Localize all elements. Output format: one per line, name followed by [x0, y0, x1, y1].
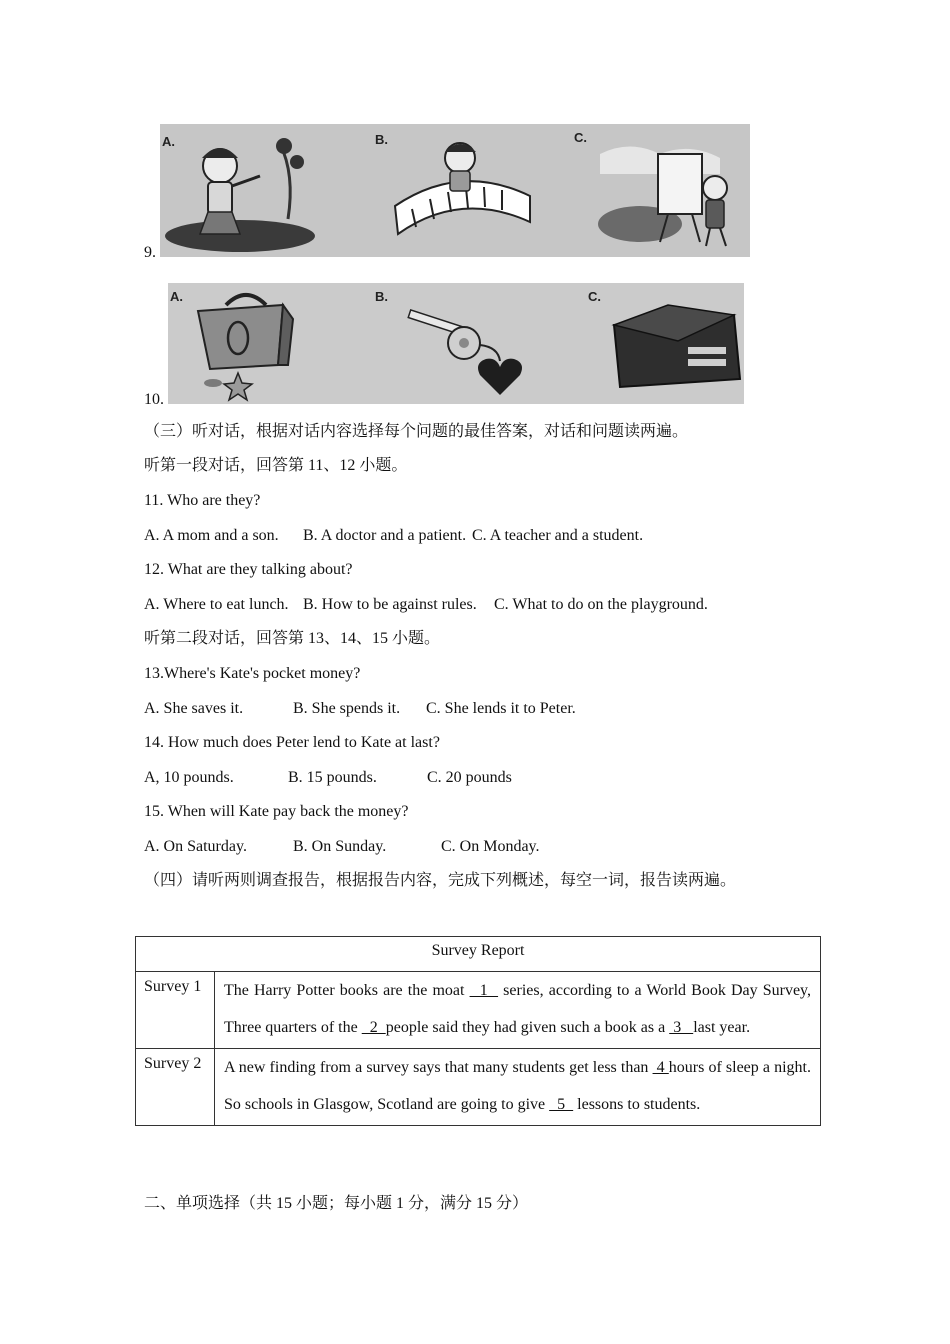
- question-10-pictures: [168, 283, 744, 404]
- question-10-number: 10.: [144, 391, 164, 408]
- question-14-option-b: B. 15 pounds.: [288, 769, 377, 786]
- question-14-option-c: C. 20 pounds: [427, 769, 512, 786]
- question-13-option-a: A. She saves it.: [144, 700, 244, 717]
- blank-2[interactable]: 2: [361, 1019, 386, 1036]
- question-13-text: 13.Where's Kate's pocket money?: [144, 665, 361, 682]
- survey-1-label: Survey 1: [136, 972, 215, 1049]
- survey-1-text-part: last year.: [693, 1019, 751, 1036]
- question-9-option-c-letter: C.: [574, 130, 587, 145]
- question-11-option-a: A. A mom and a son.: [144, 527, 279, 544]
- question-11-option-b: B. A doctor and a patient.: [303, 527, 467, 544]
- survey-2-text-part: A new finding from a survey says that many students get less than: [224, 1059, 653, 1076]
- question-10-option-a-letter: A.: [170, 289, 183, 304]
- question-14-text: 14. How much does Peter lend to Kate at last?: [144, 734, 440, 751]
- question-12-option-c: C. What to do on the playground.: [494, 596, 708, 613]
- blank-1[interactable]: 1: [469, 982, 499, 999]
- blank-3[interactable]: 3: [669, 1019, 694, 1036]
- question-15-option-c: C. On Monday.: [441, 838, 540, 855]
- survey-1-text-part: series, according to a World Book Day Survey, Three quarters of the: [224, 982, 812, 1036]
- question-9-option-a-letter: A.: [162, 134, 175, 149]
- question-11-option-c: C. A teacher and a student.: [472, 527, 644, 544]
- blank-4[interactable]: 4: [652, 1059, 669, 1076]
- question-9-number: 9.: [144, 244, 156, 261]
- survey-2-text-part: hours of sleep a night. So schools in Glasgow, Scotland are going to give: [224, 1059, 811, 1113]
- question-12-option-a: A. Where to eat lunch.: [144, 596, 289, 613]
- question-12-text: 12. What are they talking about?: [144, 561, 353, 578]
- dialogue-1-intro: 听第一段对话，回答第 11、12 小题。: [144, 457, 408, 474]
- question-15-option-b: B. On Sunday.: [293, 838, 387, 855]
- section-4-heading: （四）请听两则调查报告，根据报告内容，完成下列概述，每空一词，报告读两遍。: [144, 872, 737, 889]
- question-15-text: 15. When will Kate pay back the money?: [144, 803, 409, 820]
- survey-report-table: [135, 936, 821, 1126]
- question-13-option-c: C. She lends it to Peter.: [426, 700, 576, 717]
- question-10-option-b-letter: B.: [375, 289, 388, 304]
- question-9-option-b-letter: B.: [375, 132, 388, 147]
- part-2-heading: 二、单项选择（共 15 小题；每小题 1 分，满分 15 分）: [144, 1195, 529, 1212]
- section-3-heading: （三）听对话，根据对话内容选择每个问题的最佳答案，对话和问题读两遍。: [144, 423, 689, 440]
- wallet-icon: [614, 305, 740, 387]
- question-12-option-b: B. How to be against rules.: [303, 596, 477, 613]
- question-14-option-a: A, 10 pounds.: [144, 769, 234, 786]
- blank-5[interactable]: 5: [549, 1096, 574, 1113]
- question-15-option-a: A. On Saturday.: [144, 838, 247, 855]
- survey-1-text: [215, 972, 821, 1049]
- survey-2-label: Survey 2: [136, 1049, 215, 1126]
- survey-1-text-part: The Harry Potter books are the moat: [224, 982, 470, 999]
- survey-1-text-part: people said they had given such a book as a: [385, 1019, 670, 1036]
- dialogue-2-intro: 听第二段对话，回答第 13、14、15 小题。: [144, 630, 441, 647]
- survey-2-text: [215, 1049, 821, 1126]
- question-9-pictures: [160, 124, 750, 257]
- question-11-text: 11. Who are they?: [144, 492, 261, 509]
- question-13-option-b: B. She spends it.: [293, 700, 401, 717]
- survey-table-title: Survey Report: [136, 937, 821, 972]
- survey-2-text-part: lessons to students.: [573, 1096, 701, 1113]
- question-10-option-c-letter: C.: [588, 289, 601, 304]
